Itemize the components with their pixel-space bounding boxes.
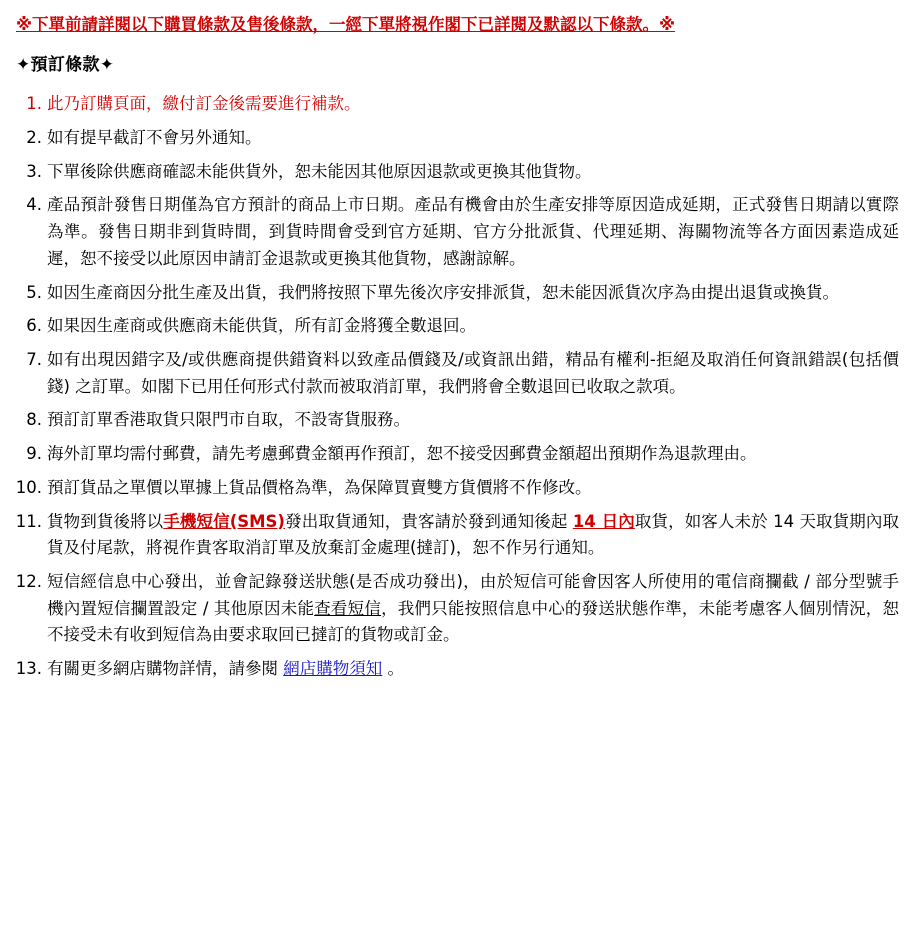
terms-text-run: 產品預計發售日期僅為官方預計的商品上市日期。產品有機會由於生產安排等原因造成延期，正式發售日期請以實際為準。發售日期非到貨時間，到貨時間會受到官方延期、官方分批派貨、代理延期、海關物流等各方面因素造成延遲，恕不接受以此原因申請訂金退款或更換其他貨物，感謝諒解。	[47, 195, 899, 268]
terms-list-item	[14, 656, 899, 683]
terms-item-text	[47, 444, 757, 463]
terms-text-run: 有關更多網店購物詳情，請參閱	[47, 659, 284, 679]
section-title-preorder-terms: ✦預訂條款✦	[16, 55, 115, 76]
terms-text-run: 此乃訂購頁面，繳付訂金後需要進行補款。	[47, 94, 361, 114]
terms-list	[14, 91, 899, 683]
terms-item-text	[47, 316, 476, 335]
terms-item-number: 1.	[26, 94, 42, 114]
highlight-text-red: 14 日內	[572, 511, 635, 531]
terms-text-run: 如因生產商因分批生產及出貨，我們將按照下單先後次序安排派貨，恕未能因派貨次序為由提出退貨或換貨。	[47, 282, 839, 302]
terms-item-number: 4.	[26, 195, 42, 215]
terms-text-run: 貨物到貨後將以	[47, 511, 164, 531]
terms-item-number: 6.	[26, 316, 42, 336]
terms-list-item	[14, 192, 899, 272]
terms-item-text	[47, 659, 404, 678]
terms-text-run: 發出取貨通知，貴客請於發到通知後起	[284, 511, 573, 531]
terms-text-run: 海外訂單均需付郵費，請先考慮郵費金額再作預訂，恕不接受因郵費金額超出預期作為退款理由。	[47, 444, 757, 464]
terms-item-text	[47, 512, 899, 558]
terms-list-item	[14, 91, 899, 118]
terms-item-text	[47, 162, 592, 181]
terms-text-run: 下單後除供應商確認未能供貨外，恕未能因其他原因退款或更換其他貨物。	[47, 161, 592, 181]
top-notice-banner: ※下單前請詳閱以下購買條款及售後條款，一經下單將視作閣下已詳閱及默認以下條款。※	[16, 15, 676, 34]
terms-item-number: 8.	[26, 410, 42, 430]
terms-item-text	[47, 94, 361, 113]
terms-text-run: 如有提早截訂不會另外通知。	[47, 127, 262, 147]
terms-text-run: 短信經信息中心發出，並會記錄發送狀態(是否成功發出)，由於短信可能會因客人所使用的電信商攔截 / 部分型號手機內置短信攔置設定 / 其他原因未能	[47, 572, 899, 618]
terms-item-number: 12.	[15, 572, 42, 592]
terms-text-run: ，我們只能按照信息中心的發送狀態作準，未能考慮客人個別情況，恕不接受未有收到短信為由要求取回已撻訂的貨物或訂金。	[47, 598, 899, 645]
terms-list-item	[14, 125, 899, 152]
terms-item-text	[47, 128, 262, 147]
terms-list-item	[14, 280, 899, 307]
terms-item-text	[47, 195, 899, 267]
highlight-text-underline: 查看短信	[314, 598, 382, 618]
terms-item-number: 5.	[26, 282, 42, 302]
terms-list-item	[14, 159, 899, 186]
highlight-text-red: 手機短信(SMS)	[163, 511, 285, 531]
terms-item-text	[47, 572, 899, 644]
terms-item-number: 9.	[26, 444, 42, 464]
terms-item-number: 13.	[15, 659, 42, 679]
terms-item-number: 10.	[15, 477, 42, 497]
terms-text-run: 預訂貨品之單價以單據上貨品價格為準，為保障買賣雙方貨價將不作修改。	[47, 477, 592, 497]
terms-item-number: 11.	[15, 511, 42, 531]
terms-item-number: 7.	[26, 350, 42, 370]
terms-item-text	[47, 410, 410, 429]
terms-item-number: 2.	[26, 127, 42, 147]
terms-text-run: 如果因生產商或供應商未能供貨，所有訂金將獲全數退回。	[47, 316, 476, 336]
terms-item-text	[47, 478, 592, 497]
terms-list-item	[14, 475, 899, 502]
terms-item-number: 3.	[26, 161, 42, 181]
terms-list-item	[14, 347, 899, 400]
terms-list-item	[14, 313, 899, 340]
terms-item-text	[47, 283, 839, 302]
terms-text-run: 。	[382, 659, 404, 679]
terms-item-text	[47, 350, 899, 396]
terms-list-item	[14, 441, 899, 468]
terms-list-item	[14, 569, 899, 649]
terms-list-item	[14, 407, 899, 434]
terms-text-run: 預訂訂單香港取貨只限門市自取，不設寄貨服務。	[47, 410, 410, 430]
shop-guide-link[interactable]: 網店購物須知	[283, 659, 383, 679]
terms-text-run: 取貨，如客人未於 14 天取貨期內取貨及付尾款，將視作貴客取消訂單及放棄訂金處理(撻訂)，恕不作另行通知。	[47, 511, 899, 558]
terms-text-run: 如有出現因錯字及/或供應商提供錯資料以致產品價錢及/或資訊出錯，精品有權利-拒絕及取消任何資訊錯誤(包括價錢) 之訂單。如閣下已用任何形式付款而被取消訂單，我們將會全數退回已收取之款項。	[47, 350, 899, 396]
terms-list-item	[14, 509, 899, 562]
